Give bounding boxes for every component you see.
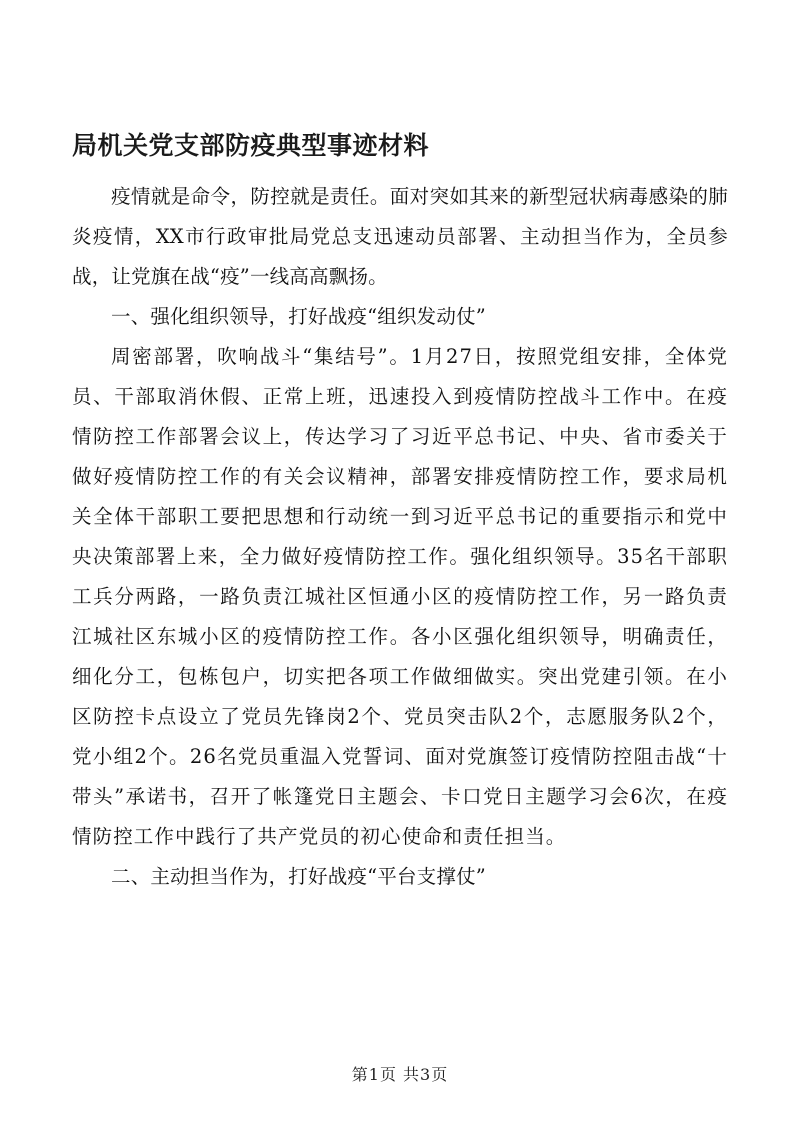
page-footer: 第1页 共3页 (351, 1065, 449, 1084)
paragraph-body-one: 周密部署，吹响战斗“集结号”。1月27日，按照党组安排，全体党员、干部取消休假、正常上班，迅速投入到疫情防控战斗工作中。在疫情防控工作部署会议上，传达学习了习近平总书记、中央、省市委关于做好疫情防控工作的有关会议精神，部署安排疫情防控工作，要求局机关全体干部职工要把思想和行动统一到习近平总书记的重要指示和党中央决策部署上来，全力做好疫情防控工作。强化组织领导。35名干部职工兵分两路，一路负责江城社区恒通小区的疫情防控工作，另一路负责江城社区东城小区的疫情防控工作。各小区强化组织领导，明确责任，细化分工，包栋包户，切实把各项工作做细做实。突出党建引领。在小区防控卡点设立了党员先锋岗2个、党员突击队2个，志愿服务队2个，党小组2个。26名党员重温入党誓词、面对党旗签订疫情防控阻击战“十带头”承诺书，召开了帐篷党日主题会、卡口党日主题学习会6次，在疫情防控工作中践行了共产党员的初心使命和责任担当。 (72, 345, 728, 848)
paragraph-heading-two: 二、主动担当作为，打好战疫“平台支撑仗” (111, 865, 486, 888)
paragraph-intro: 疫情就是命令，防控就是责任。面对突如其来的新型冠状病毒感染的肺炎疫情，XX市行政审批局党总支迅速动员部署、主动担当作为，全员参战，让党旗在战“疫”一线高高飘扬。 (72, 185, 728, 288)
page-title: 局机关党支部防疫典型事迹材料 (72, 131, 430, 160)
paragraph-heading-one: 一、强化组织领导，打好战疫“组织发动仗” (111, 305, 486, 328)
